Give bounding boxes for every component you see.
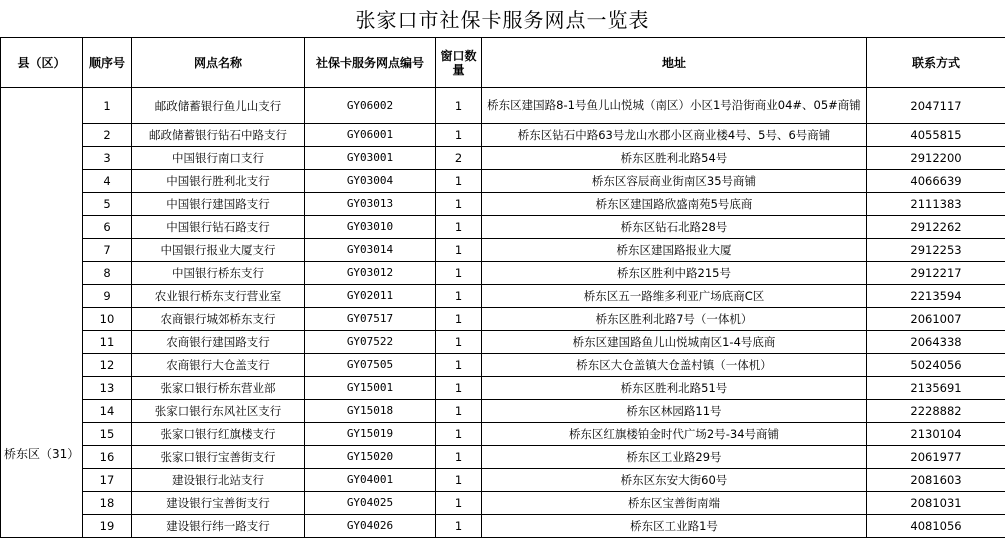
seq-cell: 10 xyxy=(83,308,132,331)
code-cell: GY06001 xyxy=(305,124,436,147)
table-row xyxy=(1,446,1005,469)
code-cell: GY03013 xyxy=(305,193,436,216)
address-cell: 桥东区建国路8-1号鱼儿山悦城（南区）小区1号沿街商业04#、05#商铺 xyxy=(482,88,867,124)
contact-cell: 4081056 xyxy=(867,515,1005,538)
table-row xyxy=(1,193,1005,216)
name-cell: 中国银行钻石路支行 xyxy=(132,216,305,239)
table-row xyxy=(1,377,1005,400)
name-cell: 张家口银行宝善街支行 xyxy=(132,446,305,469)
code-cell: GY07505 xyxy=(305,354,436,377)
contact-cell: 2912217 xyxy=(867,262,1005,285)
address-cell: 桥东区胜利北路7号（一体机） xyxy=(482,308,867,331)
table-row xyxy=(1,492,1005,515)
address-cell: 桥东区大仓盖镇大仓盖村镇（一体机） xyxy=(482,354,867,377)
contact-cell: 2130104 xyxy=(867,423,1005,446)
windows-cell: 1 xyxy=(436,492,482,515)
table-row xyxy=(1,285,1005,308)
seq-cell: 16 xyxy=(83,446,132,469)
code-cell: GY07522 xyxy=(305,331,436,354)
address-cell: 桥东区胜利中路215号 xyxy=(482,262,867,285)
header-county: 县（区） xyxy=(1,38,83,88)
address-cell: 桥东区红旗楼铂金时代广场2号-34号商铺 xyxy=(482,423,867,446)
windows-cell: 1 xyxy=(436,423,482,446)
name-cell: 农业银行桥东支行营业室 xyxy=(132,285,305,308)
table-row xyxy=(1,216,1005,239)
address-cell: 桥东区建国路鱼儿山悦城南区1-4号底商 xyxy=(482,331,867,354)
header-name: 网点名称 xyxy=(132,38,305,88)
address-cell: 桥东区五一路维多利亚广场底商C区 xyxy=(482,285,867,308)
windows-cell: 1 xyxy=(436,354,482,377)
code-cell: GY02011 xyxy=(305,285,436,308)
name-cell: 建设银行宝善街支行 xyxy=(132,492,305,515)
contact-cell: 2081603 xyxy=(867,469,1005,492)
name-cell: 中国银行报业大厦支行 xyxy=(132,239,305,262)
contact-cell: 2061977 xyxy=(867,446,1005,469)
name-cell: 邮政储蓄银行钻石中路支行 xyxy=(132,124,305,147)
table-row xyxy=(1,469,1005,492)
seq-cell: 6 xyxy=(83,216,132,239)
name-cell: 张家口银行东风社区支行 xyxy=(132,400,305,423)
contact-cell: 4055815 xyxy=(867,124,1005,147)
name-cell: 中国银行桥东支行 xyxy=(132,262,305,285)
seq-cell: 17 xyxy=(83,469,132,492)
contact-cell: 2135691 xyxy=(867,377,1005,400)
seq-cell: 11 xyxy=(83,331,132,354)
code-cell: GY04001 xyxy=(305,469,436,492)
windows-cell: 1 xyxy=(436,124,482,147)
contact-cell: 5024056 xyxy=(867,354,1005,377)
address-cell: 桥东区林园路11号 xyxy=(482,400,867,423)
code-cell: GY03014 xyxy=(305,239,436,262)
seq-cell: 8 xyxy=(83,262,132,285)
windows-cell: 1 xyxy=(436,377,482,400)
code-cell: GY15019 xyxy=(305,423,436,446)
name-cell: 中国银行胜利北支行 xyxy=(132,170,305,193)
seq-cell: 19 xyxy=(83,515,132,538)
contact-cell: 2047117 xyxy=(867,88,1005,124)
header-seq: 顺序号 xyxy=(83,38,132,88)
table-row xyxy=(1,262,1005,285)
seq-cell: 2 xyxy=(83,124,132,147)
code-cell: GY15018 xyxy=(305,400,436,423)
windows-cell: 2 xyxy=(436,147,482,170)
seq-cell: 14 xyxy=(83,400,132,423)
name-cell: 中国银行建国路支行 xyxy=(132,193,305,216)
seq-cell: 3 xyxy=(83,147,132,170)
table-row xyxy=(1,354,1005,377)
seq-cell: 13 xyxy=(83,377,132,400)
seq-cell: 15 xyxy=(83,423,132,446)
windows-cell: 1 xyxy=(436,285,482,308)
windows-cell: 1 xyxy=(436,400,482,423)
windows-cell: 1 xyxy=(436,469,482,492)
seq-cell: 7 xyxy=(83,239,132,262)
table-row xyxy=(1,308,1005,331)
table-row xyxy=(1,331,1005,354)
windows-cell: 1 xyxy=(436,446,482,469)
table-row xyxy=(1,400,1005,423)
address-cell: 桥东区建国路欣盛南苑5号底商 xyxy=(482,193,867,216)
address-cell: 桥东区钻石中路63号龙山水郡小区商业楼4号、5号、6号商铺 xyxy=(482,124,867,147)
table-row xyxy=(1,239,1005,262)
code-cell: GY07517 xyxy=(305,308,436,331)
address-cell: 桥东区工业路1号 xyxy=(482,515,867,538)
name-cell: 张家口银行红旗楼支行 xyxy=(132,423,305,446)
seq-cell: 12 xyxy=(83,354,132,377)
windows-cell: 1 xyxy=(436,262,482,285)
address-cell: 桥东区建国路报业大厦 xyxy=(482,239,867,262)
name-cell: 中国银行南口支行 xyxy=(132,147,305,170)
page-title: 张家口市社保卡服务网点一览表 xyxy=(0,0,1005,38)
contact-cell: 2064338 xyxy=(867,331,1005,354)
contact-cell: 2111383 xyxy=(867,193,1005,216)
contact-cell: 2912200 xyxy=(867,147,1005,170)
contact-cell: 2912253 xyxy=(867,239,1005,262)
name-cell: 张家口银行桥东营业部 xyxy=(132,377,305,400)
table-row xyxy=(1,124,1005,147)
table-row xyxy=(1,423,1005,446)
windows-cell: 1 xyxy=(436,515,482,538)
name-cell: 建设银行北站支行 xyxy=(132,469,305,492)
code-cell: GY03004 xyxy=(305,170,436,193)
code-cell: GY03001 xyxy=(305,147,436,170)
address-cell: 桥东区胜利北路54号 xyxy=(482,147,867,170)
contact-cell: 2912262 xyxy=(867,216,1005,239)
header-windows: 窗口数量 xyxy=(436,38,482,88)
table-row xyxy=(1,147,1005,170)
code-cell: GY06002 xyxy=(305,88,436,124)
windows-cell: 1 xyxy=(436,308,482,331)
address-cell: 桥东区东安大街60号 xyxy=(482,469,867,492)
name-cell: 农商银行建国路支行 xyxy=(132,331,305,354)
seq-cell: 5 xyxy=(83,193,132,216)
table-body xyxy=(1,88,1005,538)
table-row xyxy=(1,88,1005,124)
windows-cell: 1 xyxy=(436,193,482,216)
code-cell: GY03010 xyxy=(305,216,436,239)
header-contact: 联系方式 xyxy=(867,38,1005,88)
windows-cell: 1 xyxy=(436,170,482,193)
address-cell: 桥东区钻石北路28号 xyxy=(482,216,867,239)
name-cell: 建设银行纬一路支行 xyxy=(132,515,305,538)
windows-cell: 1 xyxy=(436,239,482,262)
contact-cell: 2213594 xyxy=(867,285,1005,308)
code-cell: GY15001 xyxy=(305,377,436,400)
seq-cell: 4 xyxy=(83,170,132,193)
code-cell: GY04026 xyxy=(305,515,436,538)
name-cell: 邮政储蓄银行鱼儿山支行 xyxy=(132,88,305,124)
seq-cell: 18 xyxy=(83,492,132,515)
address-cell: 桥东区工业路29号 xyxy=(482,446,867,469)
windows-cell: 1 xyxy=(436,88,482,124)
table-row xyxy=(1,170,1005,193)
address-cell: 桥东区胜利北路51号 xyxy=(482,377,867,400)
table-row xyxy=(1,515,1005,538)
code-cell: GY03012 xyxy=(305,262,436,285)
windows-cell: 1 xyxy=(436,216,482,239)
contact-cell: 2081031 xyxy=(867,492,1005,515)
header-row xyxy=(1,38,1005,88)
address-cell: 桥东区容辰商业街南区35号商铺 xyxy=(482,170,867,193)
name-cell: 农商银行城郊桥东支行 xyxy=(132,308,305,331)
seq-cell: 9 xyxy=(83,285,132,308)
header-code: 社保卡服务网点编号 xyxy=(305,38,436,88)
code-cell: GY04025 xyxy=(305,492,436,515)
address-cell: 桥东区宝善街南端 xyxy=(482,492,867,515)
header-address: 地址 xyxy=(482,38,867,88)
service-points-table xyxy=(0,37,1005,538)
code-cell: GY15020 xyxy=(305,446,436,469)
seq-cell: 1 xyxy=(83,88,132,124)
contact-cell: 4066639 xyxy=(867,170,1005,193)
contact-cell: 2228882 xyxy=(867,400,1005,423)
name-cell: 农商银行大仓盖支行 xyxy=(132,354,305,377)
county-cell: 桥东区（31） xyxy=(1,88,83,538)
contact-cell: 2061007 xyxy=(867,308,1005,331)
windows-cell: 1 xyxy=(436,331,482,354)
